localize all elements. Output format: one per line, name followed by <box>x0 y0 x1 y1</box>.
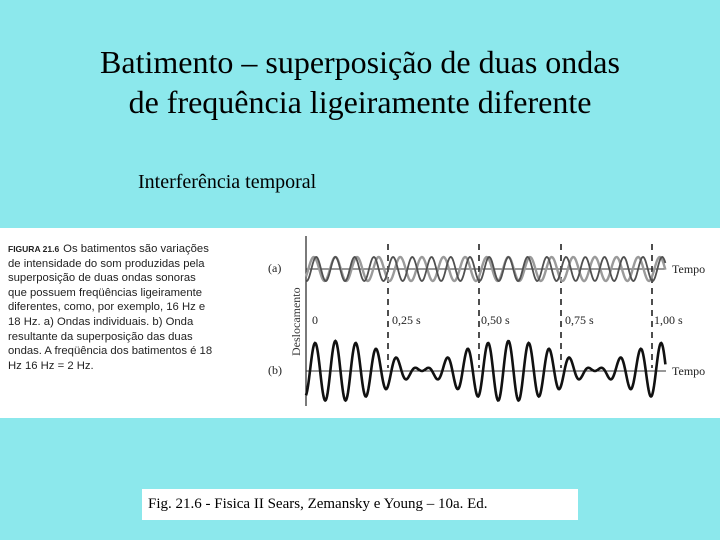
slide-title <box>0 42 720 122</box>
slide-title-line-1: Batimento – superposição de duas ondas <box>100 44 620 80</box>
tick-label-050: 0,50 s <box>481 313 510 327</box>
figure-caption <box>8 242 213 373</box>
tick-label-0: 0 <box>312 313 318 327</box>
slide-title-line-2: de frequência ligeiramente diferente <box>128 84 592 120</box>
figure-credit: Fig. 21.6 - Fisica II Sears, Zemansky e Young – 10a. Ed. <box>142 489 578 520</box>
y-axis-label: Deslocamento <box>289 287 303 356</box>
figure-panel <box>0 228 720 418</box>
panel-b-label: (b) <box>268 363 282 377</box>
tick-label-025: 0,25 s <box>392 313 421 327</box>
beat-diagram <box>262 228 720 418</box>
figure-label: FIGURA 21.6 <box>8 244 60 254</box>
figure-caption-text: Os batimentos são variações de intensidade do som produzidas pela superposição de duas ondas sonoras que possuem freqüências ligeiramente diferentes, como, por exemplo, 16 Hz e 18 Hz. a) Ondas individuais. b) Onda resultante da superposição das duas ondas. A freqüência dos batimentos é 18 Hz 16 Hz = 2 Hz. <box>8 243 213 372</box>
tick-label-075: 0,75 s <box>565 313 594 327</box>
slide-subtitle: Interferência temporal <box>138 171 317 193</box>
time-label-a: Tempo <box>672 262 706 276</box>
tick-label-100: 1,00 s <box>654 313 683 327</box>
panel-a-label: (a) <box>268 261 282 275</box>
time-label-b: Tempo <box>672 364 706 378</box>
